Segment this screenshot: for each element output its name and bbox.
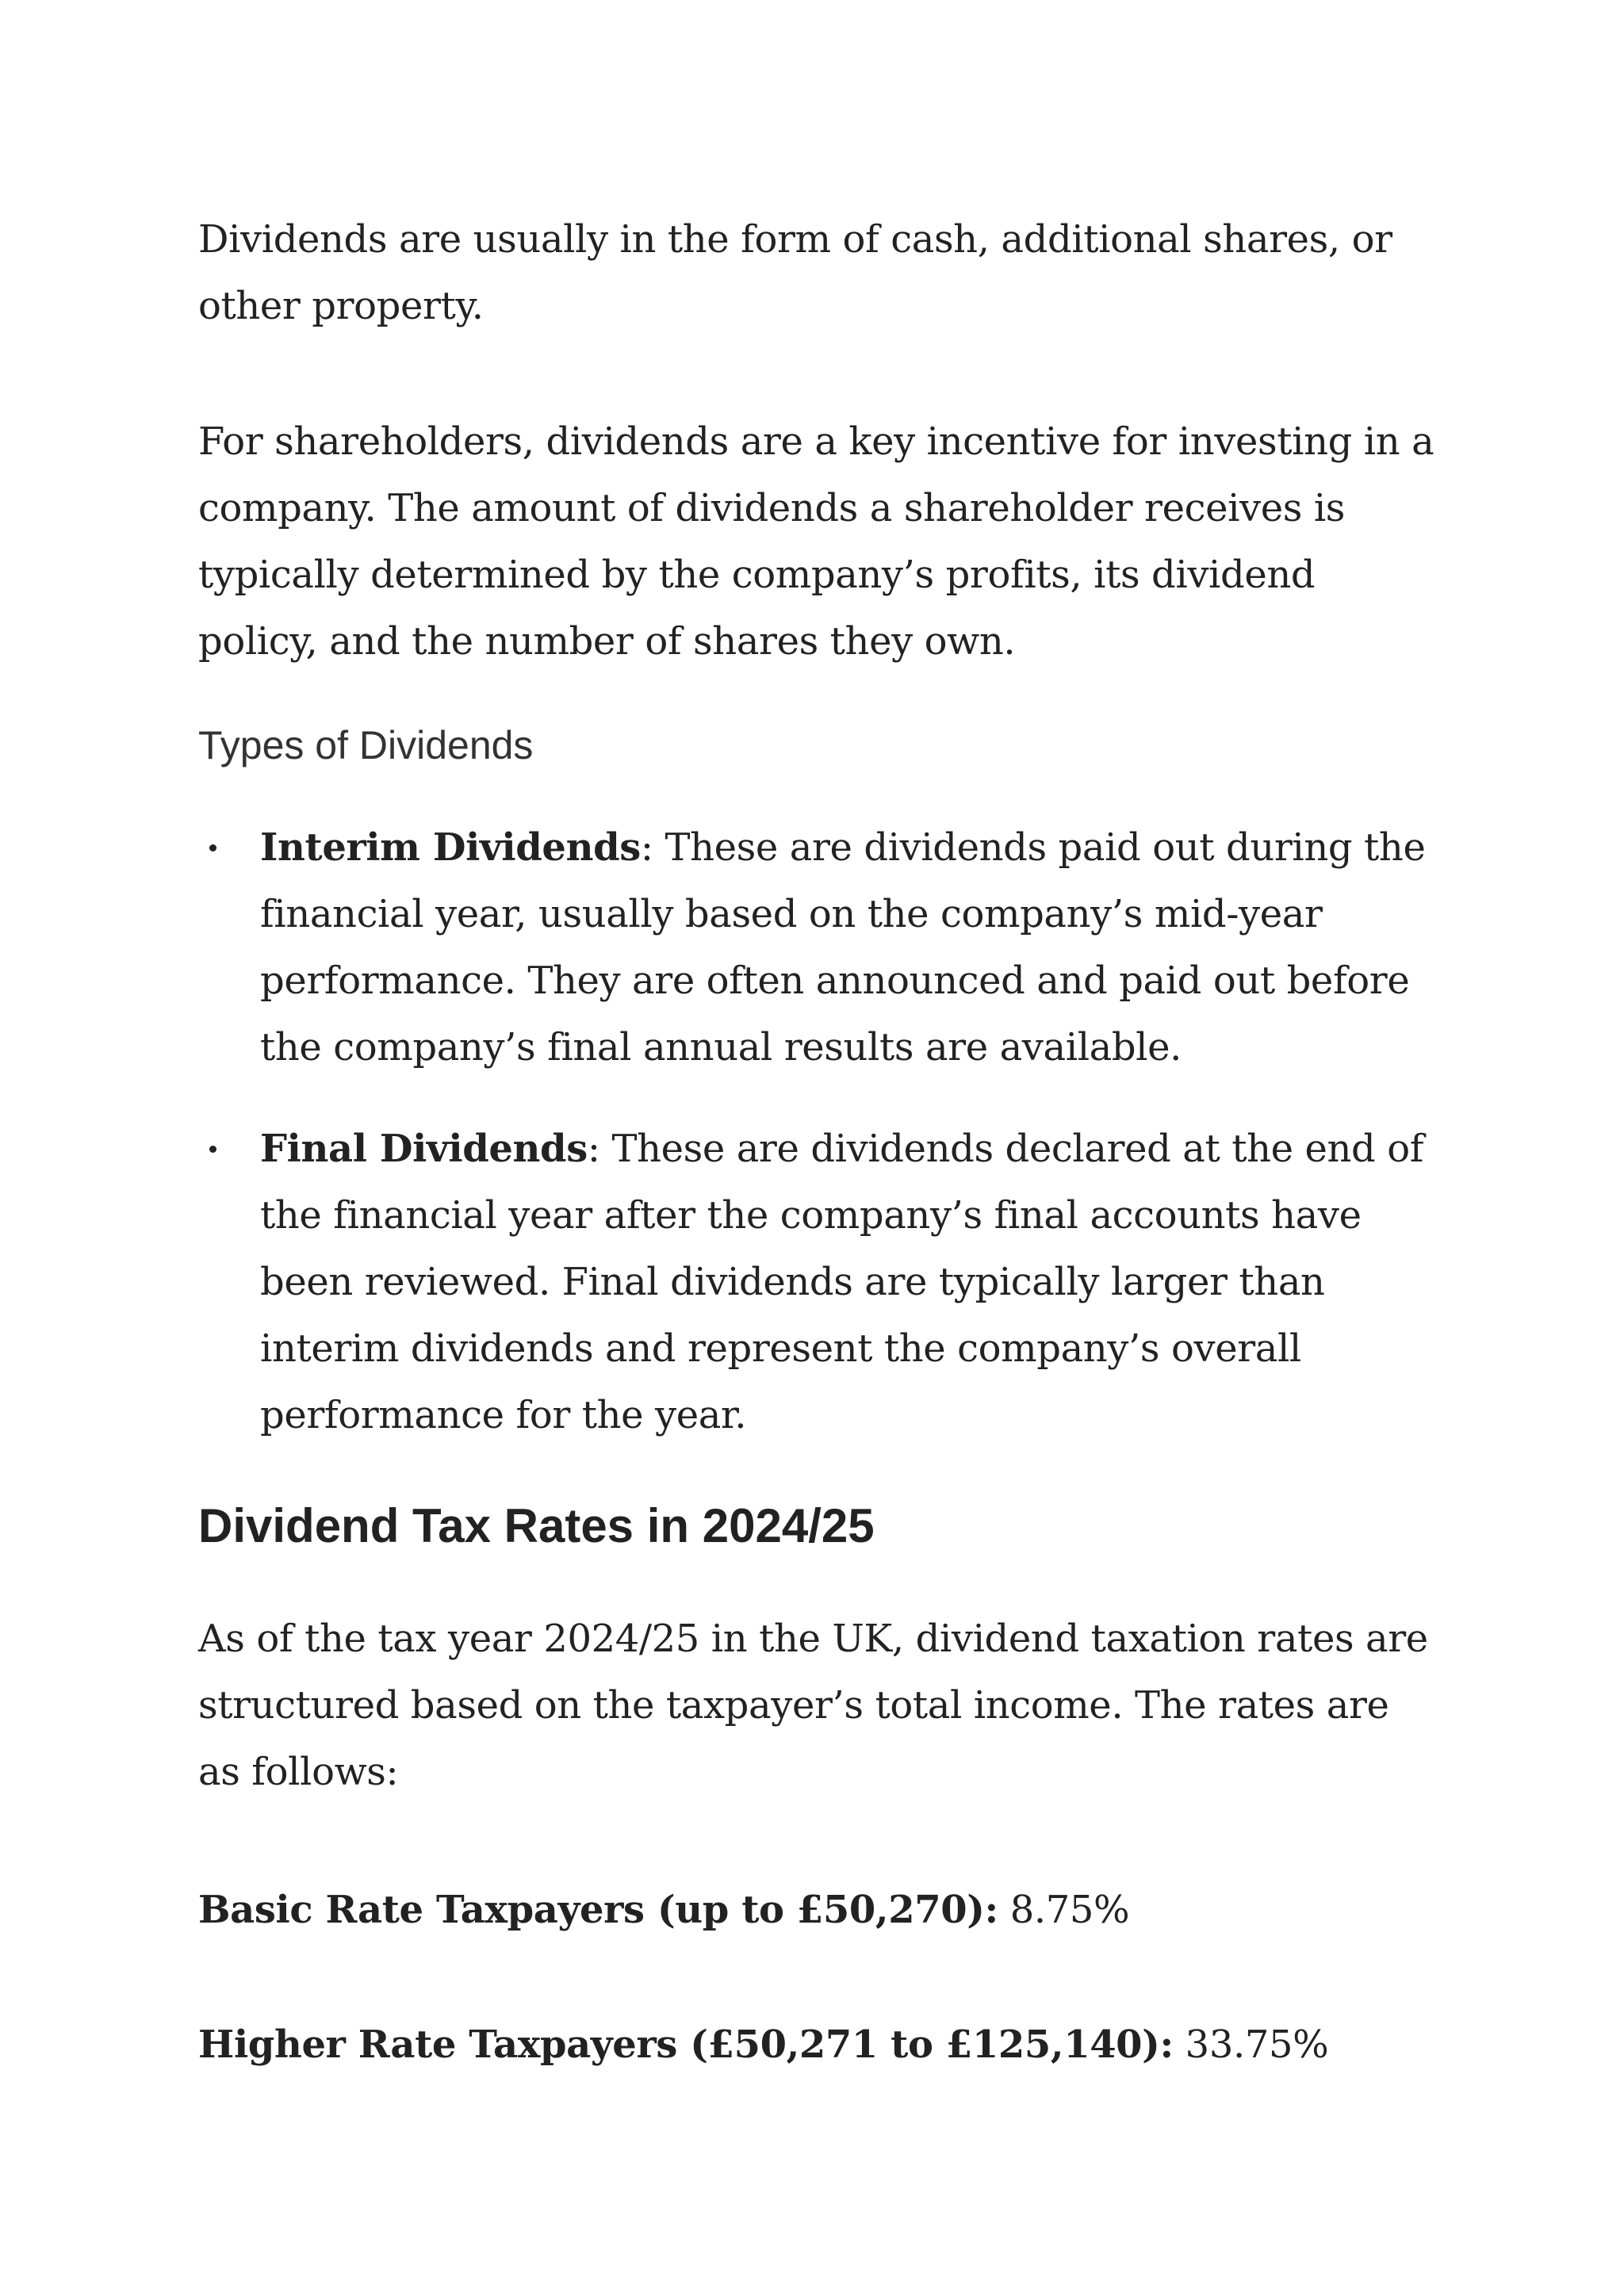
paragraph-shareholder-incentive: For shareholders, dividends are a key incentive for investing in a company. The amount of dividends a shareholder receives is typically determined by the company’s profits, its dividend policy, and the number of shares they own. [198, 419, 1434, 664]
paragraph-dividend-forms: Dividends are usually in the form of cash, additional shares, or other property. [198, 217, 1392, 328]
rate-basic-value: 8.75% [998, 1888, 1130, 1932]
rate-higher-taxpayers [198, 2011, 1435, 2078]
dividend-types-list-1 [198, 814, 1435, 1081]
paragraph-tax-rates-intro: As of the tax year 2024/25 in the UK, dividend taxation rates are structured based on the taxpayer’s total income. The rates are as follows: [198, 1617, 1428, 1794]
types-of-dividends-heading: Types of Dividends [198, 723, 534, 767]
rate-higher-label: Higher Rate Taxpayers (£50,271 to £125,140): [198, 2022, 1174, 2067]
dividend-tax-rates-heading: Dividend Tax Rates in 2024/25 [198, 1499, 875, 1552]
list-item-final-dividends [198, 1115, 1435, 1448]
term-final-dividends: Final Dividends [260, 1127, 588, 1171]
rate-basic-label: Basic Rate Taxpayers (up to £50,270): [198, 1888, 998, 1932]
description-final-dividends: : These are dividends declared at the end of the financial year after the company’s final accounts have been reviewed. Final dividends are typically larger than interim dividends and represent the company’s overall performance for the year. [260, 1127, 1424, 1437]
bullet-icon [209, 1146, 216, 1153]
description-interim-dividends: : These are dividends paid out during the financial year, usually based on the company’s mid-year performance. They are often announced and paid out before the company’s final annual results are available. [260, 825, 1426, 1070]
bullet-icon [209, 844, 216, 851]
term-interim-dividends: Interim Dividends [260, 825, 641, 870]
rate-higher-value: 33.75% [1173, 2022, 1329, 2067]
rate-basic-taxpayers [198, 1877, 1435, 1943]
list-item-interim-dividends [198, 814, 1435, 1081]
dividend-types-list-2 [198, 1115, 1435, 1448]
